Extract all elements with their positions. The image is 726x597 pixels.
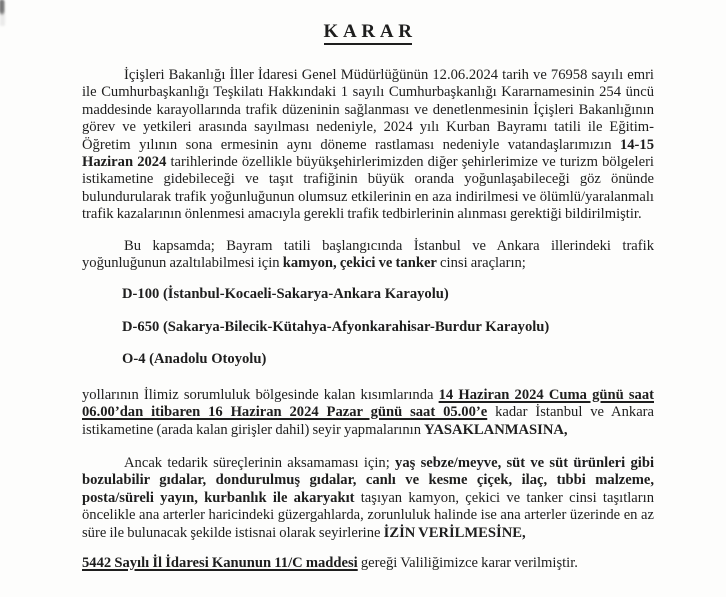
paragraph-exception [82,455,654,542]
intro-text-end: tarihlerinde özellikle büyükşehirlerimizden diğer şehirlerimize ve turizm bölgeleri istikametine gidebileceği ve taşıt trafiğinin büyük oranda yoğunlaşabileceği göz önünde bulundurularak trafik yoğunluğunun olumsuz etkilerinin en aza indirilmesi ve ölümlü/yaralanmalı trafik kazalarının önlenmesi amacıyla gerekli trafik tedbirlerinin alınması gerektiği bildirilmiştir. [82,154,654,223]
holiday-dates-bold: 14-15 Haziran 2024 [82,136,654,171]
exception-text-start: Ancak tedarik süreçlerinin aksamaması için; [124,454,396,471]
road-list [82,286,654,368]
ban-decision-bold: YASAKLANMASINA, [424,421,568,438]
ban-period-bold-underline: 14 Haziran 2024 Cuma günü saat 06.00’dan itibaren 16 Haziran 2024 Pazar günü saat 05.00’e [82,386,654,421]
permission-decision-bold: İZİN VERİLMESİNE, [383,524,526,541]
intro-text-start: İçişleri Bakanlığı İller İdaresi Genel Müdürlüğünün 12.06.2024 tarih ve 76958 sayılı emri ile Cumhurbaşkanlığı Teşkilatı Hakkındaki 1 sayılı Cumhurbaşkanlığı Kararnamesinin 254 üncü maddesinde karayollarında trafik düzeninin sağlanması ve denetlenmesinin İçişleri Bakanlığının görev ve yetkileri arasında sayılması nedeniyle, 2024 yılı Kurban Bayramı tatili ile Eğitim-Öğretim yılının sona ermesinin aynı döneme rastlaması nedeniyle vatandaşlarımızın [82,67,654,153]
exempt-goods-bold: yaş sebze/meyve, süt ve süt ürünleri gibi bozulabilir gıdalar, dondurulmuş gıdalar, canlı ve kesme çiçek, ilaç, tıbbi malzeme, posta/süreli yayın, kurbanlık ile akaryakıt [82,454,654,506]
road-item-d100: D-100 (İstanbul-Kocaeli-Sakarya-Ankara Karayolu) [122,286,449,303]
ban-text-middle: kadar İstanbul ve Ankara istikametine (arada kalan girişler dahil) seyir yapmalarının [82,404,655,438]
law-reference-bold-underline: 5442 Sayılı İl İdaresi Kanunun 11/C maddesi [82,554,358,571]
road-item-o4: O-4 (Anadolu Otoyolu) [122,351,267,368]
paragraph-scope [82,238,654,273]
document-title-text: K A R A R [324,21,413,45]
document-body [82,0,654,572]
ban-text-start: yollarının İlimiz sorumluluk bölgesinde kalan kısımlarında [82,386,439,403]
scope-text-start: Bu kapsamda; Bayram tatili başlangıcında İstanbul ve Ankara illerindeki trafik yoğunluğunun azaltılabilmesi için [82,237,654,272]
legal-basis-text-end: gereği Valiliğimizce karar verilmiştir. [357,554,578,571]
paragraph-intro [82,67,654,224]
scan-artifact [0,0,5,26]
road-item-d650: D-650 (Sakarya-Bilecik-Kütahya-Afyonkarahisar-Burdur Karayolu) [122,318,550,335]
document-title [82,0,654,43]
scope-text-end: cinsi araçların; [436,255,526,272]
paragraph-legal-basis [82,555,654,572]
vehicle-types-bold: kamyon, çekici ve tanker [282,255,437,272]
exception-text-middle: taşıyan kamyon, çekici ve tanker cinsi taşıtların öncelikle ana arterler haricindeki güzergahlarda, zorunluluk halinde ise ana arterler üzerinde en az süre ile bulunacak şekilde istisnai olarak seyirlerine [82,489,654,541]
paragraph-ban [82,387,654,439]
